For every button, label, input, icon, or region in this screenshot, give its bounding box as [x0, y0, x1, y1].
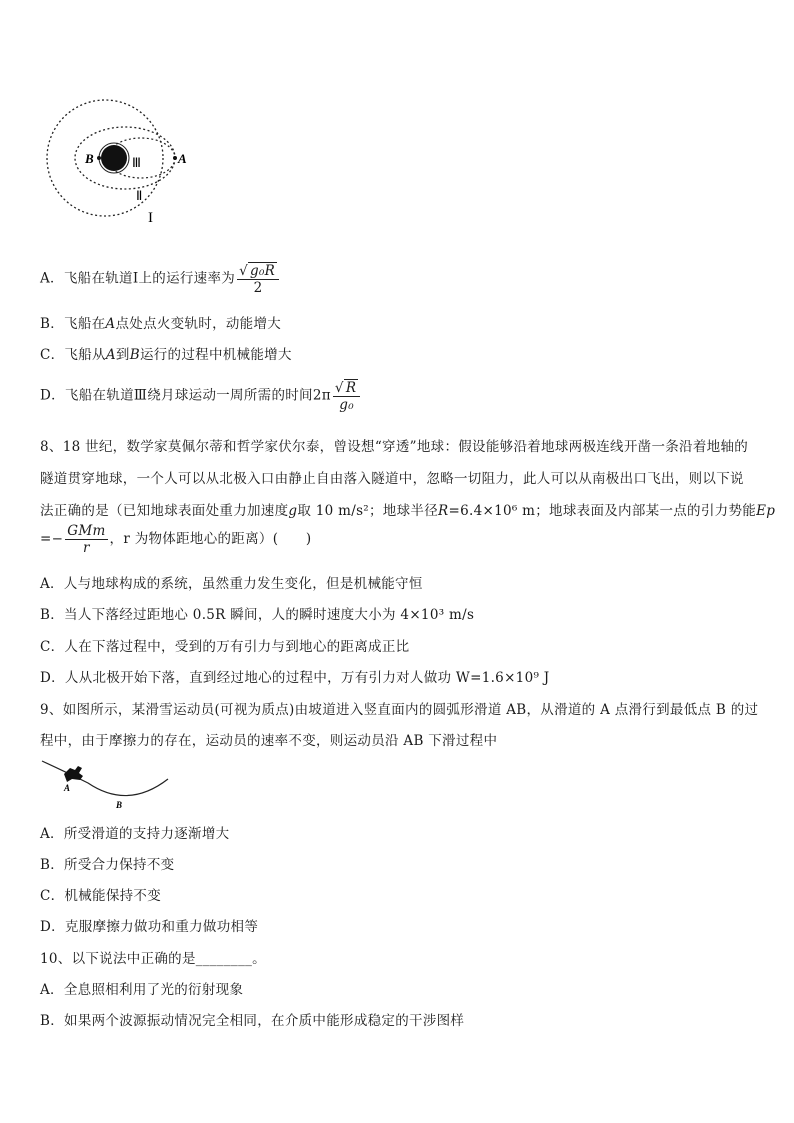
q8-stem-line4: =− $\frac{\text{GMm}}{r}$ ，r 为物体距地心的距离）( )	[40, 523, 312, 556]
q8-option-D: D．人从北极开始下落，直到经过地心的过程中，万有引力对人做功 W=1.6×10⁹ J	[40, 670, 550, 686]
label-A: A	[178, 151, 187, 166]
label-III: Ⅲ	[132, 155, 141, 170]
point-B	[97, 156, 101, 160]
fraction: $\frac{\text{√ g₀R}}{2}$	[237, 262, 279, 296]
label-II: Ⅱ	[136, 188, 143, 203]
q9-option-D: D．克服摩擦力做功和重力做功相等	[40, 919, 259, 935]
label-I: I	[148, 210, 153, 226]
q8-stem-line3: 法正确的是（已知地球表面处重力加速度g取 10 m/s²；地球半径R=6.4×10⁶ m；地球表面及内部某一点的引力势能Ep	[40, 503, 776, 519]
fraction: $\frac{√ R}{\text{g₀}}$	[333, 379, 360, 413]
q10-option-A: A．全息照相利用了光的衍射现象	[40, 982, 244, 998]
moon	[101, 145, 127, 171]
q9-stem-line1: 9、如图所示，某滑雪运动员(可视为质点)由坡道进入竖直面内的圆弧形滑道 AB，从滑道的 A 点滑行到最低点 B 的过	[40, 702, 759, 718]
q9-stem-line2: 程中，由于摩擦力的存在，运动员的速率不变，则运动员沿 AB 下滑过程中	[40, 733, 498, 749]
q10-option-B: B．如果两个波源振动情况完全相同，在介质中能形成稳定的干涉图样	[40, 1013, 465, 1029]
q8-option-A: A．人与地球构成的系统，虽然重力发生变化，但是机械能守恒	[40, 576, 423, 592]
slope-curve	[42, 761, 168, 796]
q10-stem: 10、以下说法中正确的是________。	[40, 951, 266, 967]
q9-option-C: C．机械能保持不变	[40, 888, 162, 904]
q8-option-C: C．人在下落过程中，受到的万有引力与到地心的距离成正比	[40, 639, 410, 655]
q8-stem-line2: 隧道贯穿地球，一个人可以从北极入口由静止自由落入隧道中，忽略一切阻力，此人可以从南极出口飞出，则以下说	[40, 471, 744, 487]
q8-option-B: B．当人下落经过距地心 0.5R 瞬间，人的瞬时速度大小为 4×10³ m/s	[40, 607, 475, 623]
q7-option-D: D．飞船在轨道Ⅲ绕月球运动一周所需的时间2π $\frac{√ R}{\text{g₀}}$	[40, 379, 362, 413]
fraction: $\frac{\text{GMm}}{r}$	[67, 523, 106, 556]
skier-icon	[64, 766, 83, 782]
q7-option-B: B．飞船在A点处点火变轨时，动能增大	[40, 316, 282, 332]
q7-option-A: A．飞船在轨道Ⅰ上的运行速率为 $\frac{\text{√ g₀R}}{2}$	[40, 262, 281, 296]
orbit-diagram	[40, 95, 210, 230]
ski-slope-diagram	[38, 755, 178, 811]
point-A	[173, 156, 177, 160]
fig-label-B: B	[116, 800, 123, 810]
fig-label-A: A	[64, 783, 71, 793]
label-B: B	[85, 151, 94, 166]
q9-option-A: A．所受滑道的支持力逐渐增大	[40, 826, 230, 842]
q7-option-C: C．飞船从A到B运行的过程中机械能增大	[40, 347, 292, 363]
q9-option-B: B．所受合力保持不变	[40, 857, 175, 873]
q8-stem-line1: 8、18 世纪，数学家莫佩尔蒂和哲学家伏尔泰，曾设想“穿透”地球：假设能够沿着地球两极连线开凿一条沿着地轴的	[40, 439, 749, 455]
